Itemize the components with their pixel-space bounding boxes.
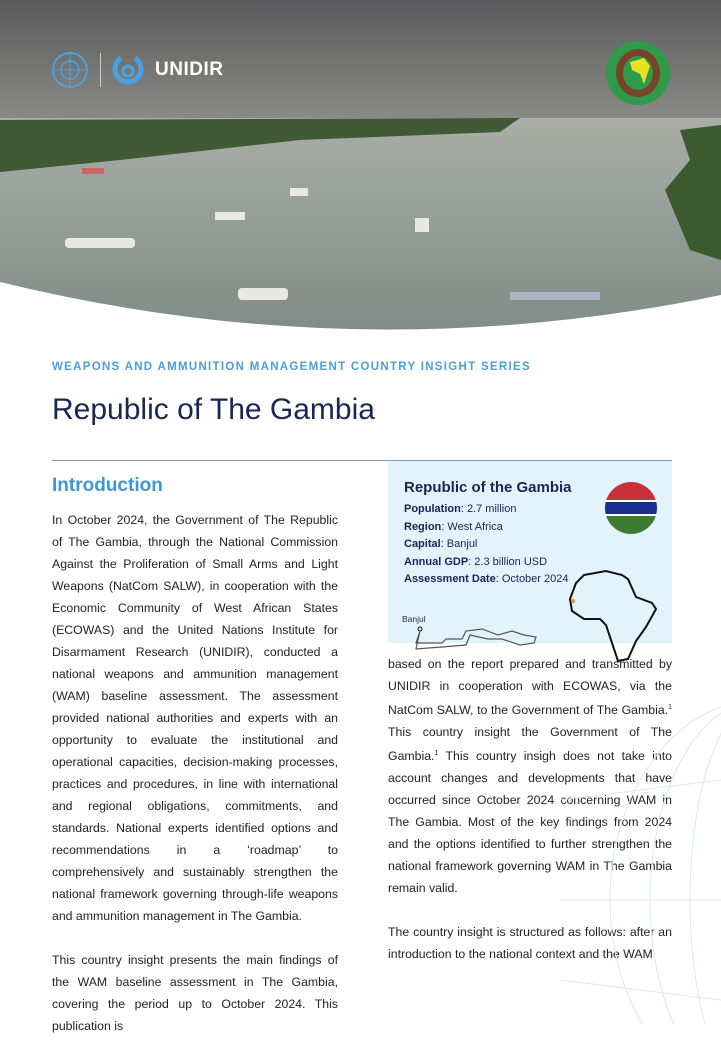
paragraph: This country insight presents the main findings of the WAM baseline assessment in The Gambia, covering the period up to October 2024. This publication is <box>52 953 338 1033</box>
fact-gdp <box>404 554 569 572</box>
fact-label: Annual GDP <box>404 555 469 568</box>
page-title: Republic of The Gambia <box>52 393 375 426</box>
footnote-ref[interactable]: 1 <box>434 750 439 758</box>
country-infobox <box>388 461 672 643</box>
unidir-logo-text: UNIDIR <box>155 59 224 80</box>
map-label-banjul: Banjul <box>402 614 426 624</box>
fact-label: Region <box>404 520 442 533</box>
text: based on the report prepared and transmitted by UNIDIR in cooperation with ECOWAS, via the NatCom SALW, to the Government of The Gambia. <box>388 657 672 718</box>
gambia-flag-icon <box>604 481 658 535</box>
africa-map-icon <box>566 569 662 663</box>
fact-label: Assessment Date <box>404 573 496 585</box>
facts-list <box>404 501 569 589</box>
fact-value: : October 2024 <box>495 573 569 585</box>
left-column <box>52 509 338 1059</box>
cover-photo <box>0 0 721 340</box>
header-logos <box>50 50 223 90</box>
fact-value: : West Africa <box>441 520 503 533</box>
paragraph: The country insight is structured as follows: after an introduction to the national context and the WAM <box>388 925 672 962</box>
fact-region <box>404 519 569 537</box>
gambia-map-icon <box>402 625 542 651</box>
unidir-logo-icon <box>111 53 145 87</box>
fact-population <box>404 501 569 519</box>
ecowas-logo-icon <box>604 40 672 106</box>
fact-capital <box>404 536 569 554</box>
section-heading: Introduction <box>52 475 163 496</box>
fact-value: : 2.3 billion USD <box>468 555 548 568</box>
fact-value: : 2.7 million <box>460 503 517 515</box>
series-label: WEAPONS AND AMMUNITION MANAGEMENT COUNTRY INSIGHT SERIES <box>52 361 531 373</box>
logo-divider <box>100 53 101 87</box>
footnote-ref[interactable]: 1 <box>668 704 672 711</box>
fact-value: : Banjul <box>440 538 478 550</box>
infobox-title: Republic of the Gambia <box>404 479 572 496</box>
text: This country insigh does not take into account changes and developments that have occurred since October 2024 concerning WAM in The Gambia. Most of the key findings from 2024 and the options identified to further strengthen the national framework governing WAM in The Gambia remain valid. <box>388 749 672 896</box>
decorative-globe-lines <box>560 650 721 1024</box>
text: This country insight the Government of The Gambia. <box>388 725 672 764</box>
un-emblem-icon <box>50 50 90 90</box>
fact-label: Capital <box>404 538 441 550</box>
fact-assessment-date <box>404 571 569 589</box>
fact-label: Population <box>404 503 461 515</box>
paragraph: In October 2024, the Government of The Republic of The Gambia, through the National Commission Against the Proliferation of Small Arms and Light Weapons (NatCom SALW), in cooperation with the Economic Community of West African States (ECOWAS) and the United Nations Institute for Disarmament Research (UNIDIR), conducted a national weapons and ammunition management (WAM) baseline assessment. The assessment provided national authorities and experts with an opportunity to evaluate the institutional and operational capacities, decision-making processes, practices and procedures, in line with international and regional obligations, commitments, and standards. National experts identified options and recommendations in a ‘roadmap’ to comprehensively and sustainably strengthen the national framework governing through-life weapons and ammunition management in The Gambia. <box>52 513 338 923</box>
